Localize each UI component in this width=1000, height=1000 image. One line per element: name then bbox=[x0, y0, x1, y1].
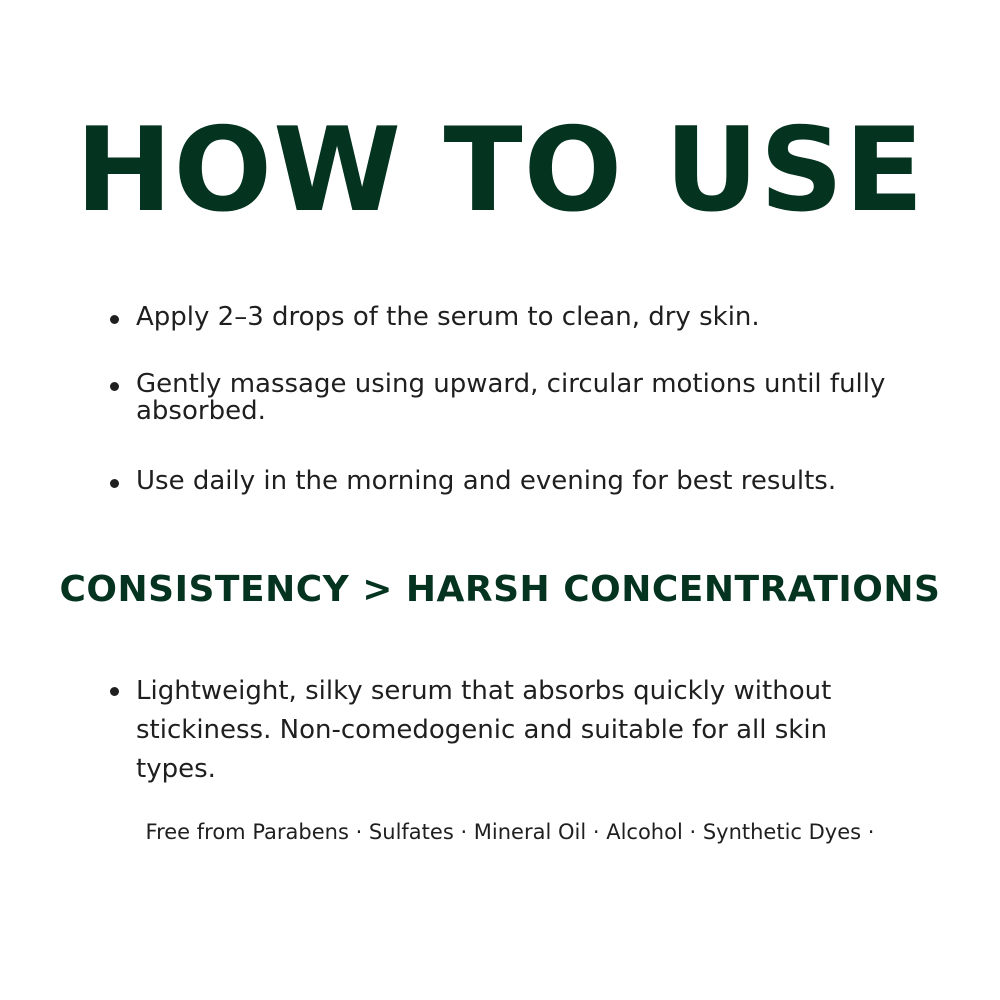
usage-steps-list bbox=[110, 304, 970, 495]
list-item bbox=[110, 304, 970, 331]
list-item bbox=[110, 371, 970, 425]
bullet-icon bbox=[110, 479, 119, 488]
usage-step-text: Apply 2–3 drops of the serum to clean, dry skin. bbox=[136, 302, 760, 332]
list-item bbox=[110, 468, 970, 495]
bullet-icon bbox=[110, 687, 119, 696]
tagline-heading: CONSISTENCY > HARSH CONCENTRATIONS bbox=[59, 569, 941, 610]
usage-step-text: Gently massage using upward, circular motions until fully absorbed. bbox=[136, 369, 886, 426]
bullet-icon bbox=[110, 382, 119, 391]
bullet-icon bbox=[110, 315, 119, 324]
free-from-note: Free from Parabens · Sulfates · Mineral Oil · Alcohol · Synthetic Dyes · bbox=[145, 820, 875, 844]
usage-step-text: Use daily in the morning and evening for best results. bbox=[136, 466, 837, 496]
page-title: HOW TO USE bbox=[75, 103, 925, 238]
list-item bbox=[110, 672, 910, 789]
texture-text: Lightweight, silky serum that absorbs quickly without stickiness. Non-comedogenic and suitable for all skin types. bbox=[136, 676, 832, 784]
texture-list bbox=[110, 672, 910, 789]
